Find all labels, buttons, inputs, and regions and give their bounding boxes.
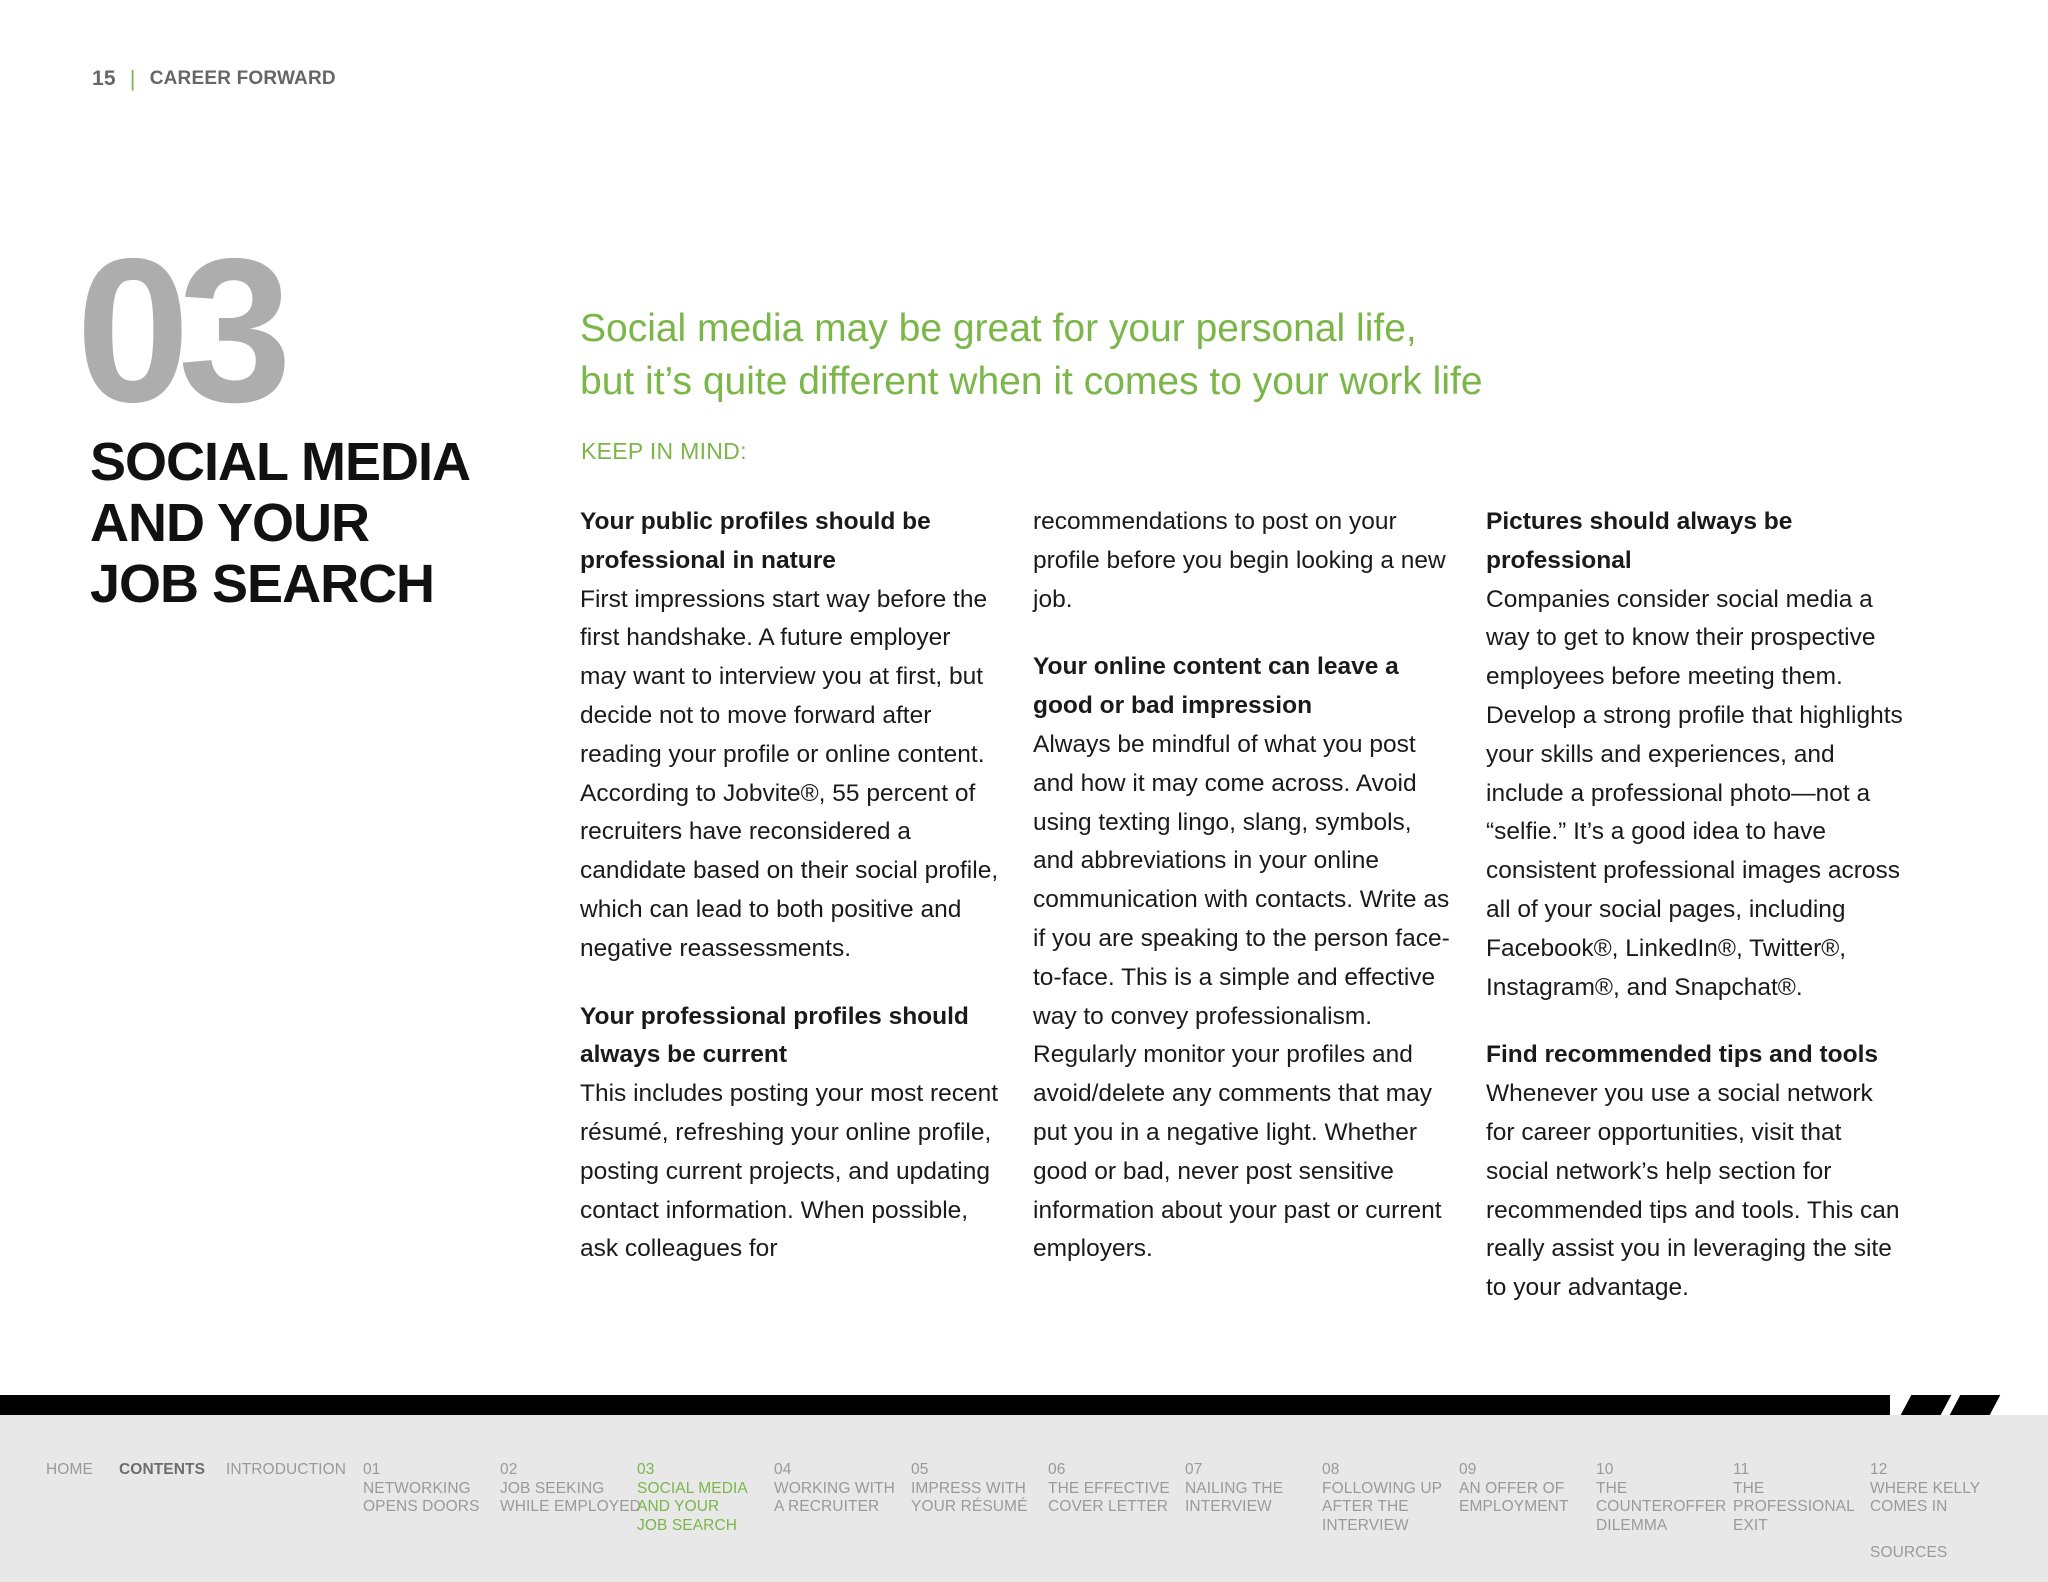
section-heading: Your online content can leave a good or bad impression [1033, 653, 1399, 720]
nav-label: COMES IN [1870, 1498, 1948, 1515]
text-column-1 [580, 503, 1000, 1269]
text-column-3 [1486, 503, 1906, 1308]
nav-chapter-07[interactable] [1185, 1461, 1283, 1517]
nav-label: INTERVIEW [1322, 1516, 1409, 1534]
keep-in-mind-label: KEEP IN MIND: [581, 438, 747, 464]
nav-number: 12 [1870, 1461, 1888, 1478]
nav-label: PROFESSIONAL [1733, 1498, 1855, 1515]
text-column-2 [1033, 503, 1453, 1269]
nav-label: WORKING WITH [774, 1479, 895, 1497]
nav-label: AN OFFER OF [1459, 1479, 1565, 1497]
nav-chapter-10[interactable] [1596, 1461, 1726, 1535]
chapter-title-line: SOCIAL MEDIA [90, 432, 471, 492]
section-online-content [1033, 648, 1453, 1269]
chapter-title [90, 432, 510, 615]
section-pictures [1486, 503, 1906, 1007]
publication-title: CAREER FORWARD [149, 68, 336, 89]
nav-label: COVER LETTER [1048, 1498, 1169, 1515]
section-heading: Find recommended tips and tools [1486, 1041, 1879, 1069]
page-number: 15 [92, 67, 116, 90]
nav-number: 10 [1596, 1461, 1614, 1478]
nav-label: AFTER THE [1322, 1498, 1409, 1515]
section-profiles-current [580, 998, 1000, 1270]
chapter-title-line: AND YOUR [90, 493, 370, 553]
section-heading: Pictures should always be professional [1486, 508, 1793, 574]
chapter-title-line: JOB SEARCH [90, 554, 435, 614]
nav-label: THE [1596, 1479, 1628, 1497]
nav-label: DILEMMA [1596, 1516, 1668, 1534]
section-body: This includes posting your most recent résumé, refreshing your online profile, posting current projects, and updating contact information. When possible, ask colleagues for [580, 1080, 999, 1263]
nav-label: THE EFFECTIVE [1048, 1479, 1170, 1497]
section-body: First impressions start way before the first handshake. A future employer may want to interview you at first, but decide not to move forward after reading your profile or online content. According to Jobvite®, 55 percent of recruiters have reconsidered a candidate based on their social profile, which can lead to both positive and negative reassessments. [580, 585, 999, 962]
nav-number: 01 [363, 1461, 381, 1478]
nav-label: WHILE EMPLOYED [500, 1498, 641, 1515]
nav-chapter-03[interactable] [637, 1461, 748, 1535]
section-body: recommendations to post on your profile before you begin looking a new job. [1033, 508, 1446, 613]
nav-chapter-04[interactable] [774, 1461, 895, 1517]
nav-number: 03 [637, 1461, 655, 1478]
nav-number: 02 [500, 1461, 518, 1478]
footer-rule [0, 1395, 1890, 1415]
nav-number: 08 [1322, 1461, 1340, 1478]
nav-chapter-12[interactable] [1870, 1461, 1980, 1517]
nav-number: 09 [1459, 1461, 1477, 1478]
header-divider: | [129, 66, 136, 91]
nav-chapter-08[interactable] [1322, 1461, 1442, 1535]
section-tips-tools [1486, 1036, 1906, 1308]
decorative-slash [1901, 1395, 1952, 1415]
decorative-slash [1950, 1395, 2001, 1415]
section-public-profiles [580, 503, 1000, 969]
nav-label: CONTENTS [119, 1461, 206, 1478]
nav-contents[interactable] [119, 1461, 205, 1480]
nav-label: INTERVIEW [1185, 1498, 1272, 1515]
nav-label: NAILING THE [1185, 1479, 1284, 1497]
nav-introduction[interactable] [226, 1461, 346, 1480]
nav-chapter-05[interactable] [911, 1461, 1028, 1517]
running-head [92, 66, 336, 92]
nav-chapter-02[interactable] [500, 1461, 641, 1517]
nav-number: 11 [1733, 1461, 1750, 1478]
nav-label: YOUR RÉSUMÉ [911, 1498, 1028, 1515]
nav-number: 06 [1048, 1461, 1066, 1478]
nav-home[interactable] [46, 1461, 93, 1480]
section-heading: Your professional profiles should always be current [580, 1002, 969, 1069]
nav-number: 07 [1185, 1461, 1203, 1478]
nav-label: HOME [46, 1461, 93, 1478]
nav-number: 05 [911, 1461, 929, 1478]
section-body: Always be mindful of what you post and how it may come across. Avoid using texting lingo, slang, symbols, and abbreviations in your online communication with contacts. Write as if you are speaking to the person face-to-face. This is a simple and effective way to convey professionalism. Regularly monitor your profiles and avoid/delete any comments that may put you in a negative light. Whether good or bad, never post sensitive information about your past or current employers. [1033, 730, 1450, 1263]
chapter-subtitle [580, 302, 1580, 408]
nav-label: OPENS DOORS [363, 1498, 480, 1515]
nav-chapter-01[interactable] [363, 1461, 480, 1517]
nav-label: INTRODUCTION [226, 1461, 347, 1478]
nav-label: JOB SEARCH [637, 1516, 738, 1534]
nav-label: NETWORKING [363, 1479, 471, 1497]
nav-chapter-11[interactable] [1733, 1461, 1855, 1535]
nav-sources[interactable] [1870, 1544, 1947, 1563]
nav-label: COUNTEROFFER [1596, 1498, 1727, 1515]
nav-label: IMPRESS WITH [911, 1479, 1026, 1497]
nav-label: SOCIAL MEDIA [637, 1479, 748, 1497]
nav-label: JOB SEEKING [500, 1479, 605, 1497]
nav-label: AND YOUR [637, 1498, 720, 1515]
nav-number: 04 [774, 1461, 792, 1478]
chapter-number: 03 [76, 216, 281, 445]
section-heading: Your public profiles should be professional in nature [580, 508, 931, 574]
section-body: Companies consider social media a way to get to know their prospective employees before meeting them. Develop a strong profile that highlights your skills and experiences, and include a professional photo—not a “selfie.” It’s a good idea to have consistent professional images across all of your social pages, including Facebook®, LinkedIn®, Twitter®, Instagram®, and Snapchat®. [1486, 585, 1903, 1001]
nav-label: WHERE KELLY [1870, 1479, 1981, 1497]
nav-label: EXIT [1733, 1516, 1768, 1534]
nav-label: THE [1733, 1479, 1765, 1497]
section-profiles-current-continued [1033, 503, 1453, 619]
subtitle-line: but it’s quite different when it comes to your work life [580, 360, 1483, 403]
subtitle-line: Social media may be great for your personal life, [580, 307, 1417, 350]
section-body: Whenever you use a social network for career opportunities, visit that social network’s help section for recommended tips and tools. This can really assist you in leveraging the site to your advantage. [1486, 1080, 1900, 1302]
nav-chapter-06[interactable] [1048, 1461, 1170, 1517]
nav-label: FOLLOWING UP [1322, 1479, 1443, 1497]
nav-label: SOURCES [1870, 1544, 1948, 1561]
nav-chapter-09[interactable] [1459, 1461, 1569, 1517]
nav-label: EMPLOYMENT [1459, 1498, 1569, 1515]
nav-label: A RECRUITER [774, 1498, 880, 1515]
